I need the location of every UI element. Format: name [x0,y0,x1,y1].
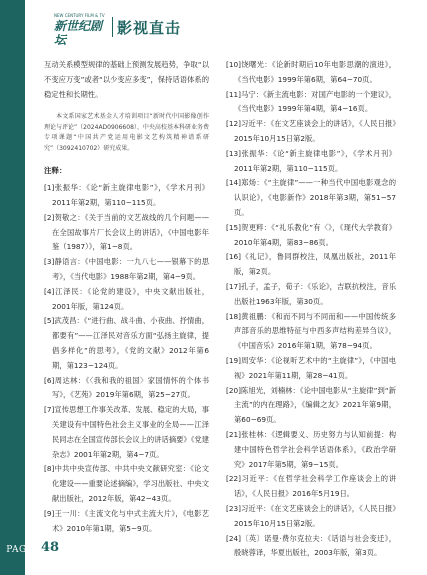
reference-item: [22]习近平：《在哲学社会科学工作座谈会上的讲话》，《人民日报》2016年5月19日。 [226,474,396,499]
reference-item: [12]习近平：《在文艺座谈会上的讲话》，《人民日报》2015年10月15日第2版。 [226,119,396,143]
page-number: 48 [41,540,60,555]
body-paragraph: 互动关系模型规律的基础上预测发展趋势，争取“以不变应万变”或者“以少变应多变”，保持话语体系的稳定性和长期性。 [44,60,209,99]
reference-item: [8]中共中央宣传部、中共中央文献研究室：《论文化建设——重要论述摘编》，学习出版社、中央文献出版社，2012年版，第42−43页。 [44,464,209,503]
reference-item: [23]习近平：《在文艺座谈会上的讲话》，《人民日报》2015年10月15日第2版。 [226,503,396,528]
reference-item: [24]〔英〕诺曼·费尔克拉夫：《话语与社会变迁》，殷晓蓉译，华夏出版社，2003年版，第3页。 [226,533,396,558]
reference-item: [21]张桂林：《逻辑要义、历史努力与认知前提：构建中国特色哲学社会科学话语体系》，《政治学研究》2017年第5期，第9−15页。 [226,429,396,469]
reference-list-right [226,58,396,561]
left-column [44,58,209,536]
notes-heading: 注释： [44,166,67,176]
reference-item: [9]王一川：《主流文化与中式主流大片》，《电影艺术》2010年第1期，第5−9页。 [44,508,209,533]
reference-item: [4]江泽民：《论党的建设》，中央文献出版社，2001年版，第124页。 [44,286,209,311]
reference-item: [3]静语言：《中国电影：一九八七——银幕下的思考》，《当代电影》1988年第2期，第4−9页。 [44,257,209,281]
reference-list-left [44,181,209,536]
reference-item: [7]宣传思想工作事关改革、发展、稳定的大局，事关建设有中国特色社会主义事业的全局——江泽民同志在全国宣传部长会议上的讲话摘要》《党建杂志》2001年第2期，第4−7页。 [44,405,209,459]
reference-item: [11]马宁：《新主流电影：对国产电影的一个建议》，《当代电影》1999年第4期，第4−16页。 [226,89,396,114]
page-sidebar-band [0,0,25,575]
reference-item: [18]黄祖鹏：《和而不同与不同而和——中国传统多声部音乐的思维特征与中西多声结构差异刍议》，《中国音乐》2016年第1期，第78−94页。 [226,311,396,351]
reference-item: [2]贺敬之：《关于当前的文艺战线的几个问题——在全国故事片厂长会议上的讲话》，《中国电影年鉴（1987）》，第1−8页。 [44,212,209,252]
right-column [226,58,396,561]
reference-item: [17]孔子，孟子，荀子：《乐论》，吉联抗校注，音乐出版社1963年版，第30页。 [226,281,396,306]
logo-subtitle: NEW CENTURY FILM & TV [54,13,105,18]
page-label: PAGE [6,545,34,555]
reference-item: [1]张振华：《论“新主旋律电影”》，《学术月刊》2011年第2期，第110−115页。 [44,183,209,207]
reference-item: [15]贺更粹：《“礼乐教化”有〈》，《现代大学教育》2010年第4期，第83−86页。 [226,222,396,247]
column-title: 影视直击 [117,19,182,37]
reference-item: [14]郑炀：《“主旋律”——一种当代中国电影观念的认识论》，《电影新作》2018年第3期，第51−57页。 [226,178,396,217]
reference-item: [10]饶曙光：《论新时期后10年电影思潮的演进》，《当代电影》1999年第6期，第64−70页。 [226,60,396,84]
reference-item: [13]张振华：《论“新主旋律电影”》，《学术月刊》2011年第2期，第110−115页。 [226,148,396,173]
reference-item: [16]《礼记》，鲁同群校注，凤凰出版社，2011年版，第2页。 [226,252,396,277]
sidebar-divider [25,0,28,575]
reference-item: [20]陈旭光，刘楠林：《论中国电影从“主旋律”到“新主流”的内在理路》，《编辑之友》2021年第9期，第60−69页。 [226,385,396,425]
magazine-logo [54,13,110,47]
logo-title: 新世纪剧坛 [54,19,103,47]
header-separator [112,17,113,37]
reference-item: [6]周达林：《〈我和我的祖国〉家国情怀的个体书写》，《艺苑》2019年第6期，第25−27页。 [44,375,209,400]
funding-note: 本文系国家艺术基金人才培训项目“新时代中国影像创作理论与评论”（2024AD0906608）、中央高校基本科研业务费专项课题“中国共产党运用电影文艺构筑精神谱系研究”（3092410702）研究成果。 [44,113,209,152]
reference-item: [5]武茂昌：《“进行曲、战斗曲、小夜曲、抒情曲，都要有”——江泽民对音乐方面“弘扬主旋律，提倡多样化”的思考》，《党的文献》2012年第6期，第123−124页。 [44,316,209,370]
reference-item: [19]周安华：《论视听艺术中的“主旋律”》，《中国电视》2021年第11期，第28−41页。 [226,355,396,380]
